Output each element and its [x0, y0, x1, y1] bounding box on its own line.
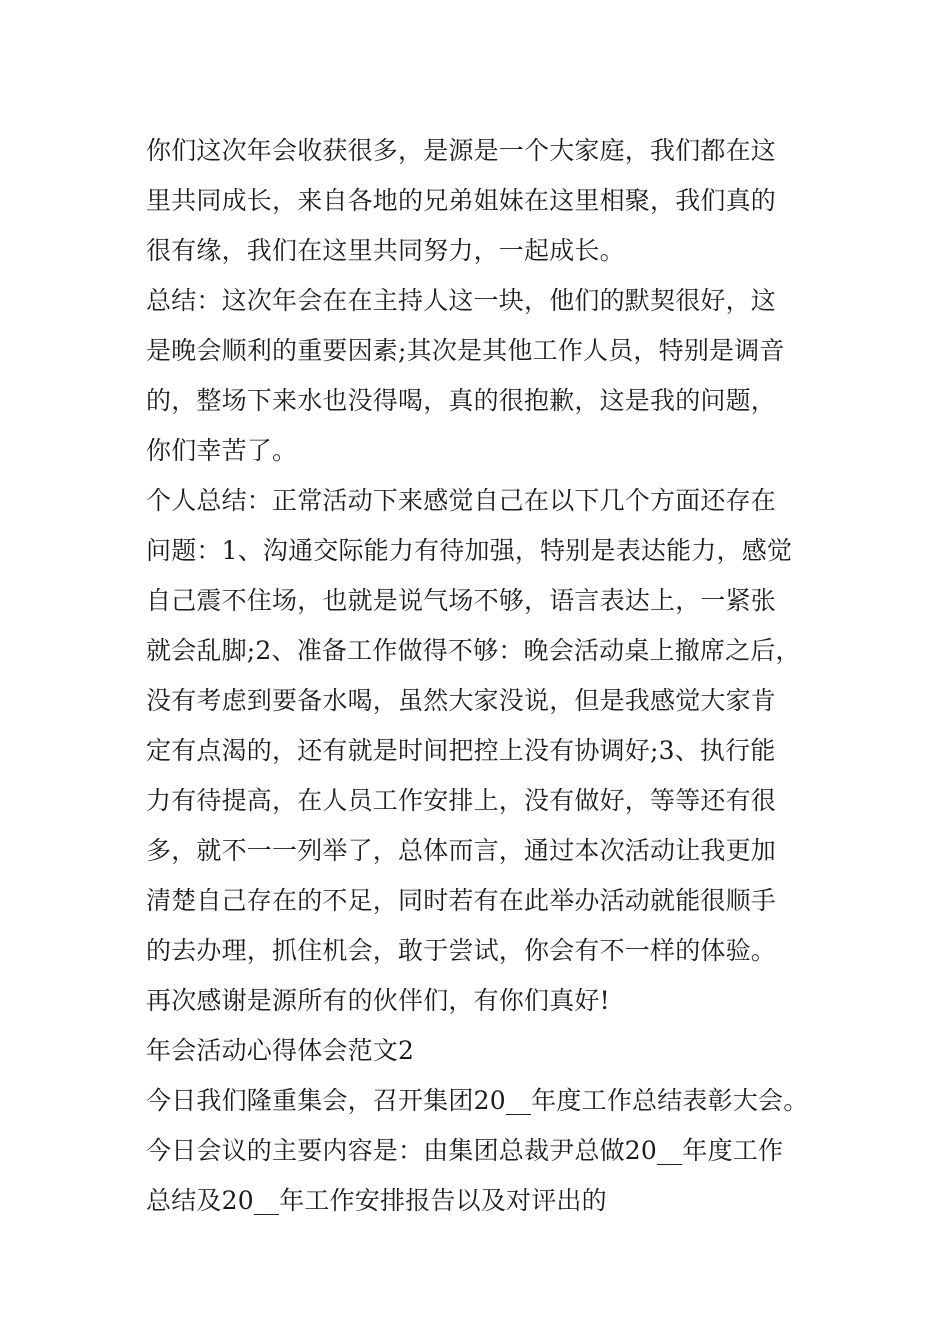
text-line: 再次感谢是源所有的伙伴们，有你们真好!: [146, 986, 610, 1015]
text-line: 总结及20__年工作安排报告以及对评出的: [146, 1186, 607, 1215]
text-line: 你们这次年会收获很多，是源是一个大家庭，我们都在这: [146, 136, 777, 165]
text-line: 今日我们隆重集会，召开集团20__年度工作总结表彰大会。: [146, 1086, 809, 1115]
text-line: 力有待提高，在人员工作安排上，没有做好，等等还有很: [146, 786, 777, 815]
text-line: 没有考虑到要备水喝，虽然大家没说，但是我感觉大家肯: [146, 686, 777, 715]
text-line: 多，就不一一列举了，总体而言，通过本次活动让我更加: [146, 836, 777, 865]
text-line: 很有缘，我们在这里共同努力，一起成长。: [146, 236, 625, 265]
text-line: 清楚自己存在的不足，同时若有在此举办活动就能很顺手: [146, 886, 777, 915]
text-line: 里共同成长，来自各地的兄弟姐妹在这里相聚，我们真的: [146, 186, 777, 215]
text-line: 的去办理，抓住机会，敢于尝试，你会有不一样的体验。: [146, 936, 777, 965]
text-line: 总结：这次年会在在主持人这一块，他们的默契很好，这: [146, 286, 777, 315]
text-line: 就会乱脚;2、准备工作做得不够：晚会活动桌上撤席之后，: [146, 636, 801, 665]
section-heading: 年会活动心得体会范文2: [146, 1036, 415, 1065]
text-line: 你们幸苦了。: [146, 436, 298, 465]
text-line: 问题：1、沟通交际能力有待加强，特别是表达能力，感觉: [146, 536, 793, 565]
text-line: 个人总结：正常活动下来感觉自己在以下几个方面还存在: [146, 486, 777, 515]
text-line: 自己震不住场，也就是说气场不够，语言表达上，一紧张: [146, 586, 777, 615]
document-page: [146, 126, 846, 1226]
text-line: 的，整场下来水也没得喝，真的很抱歉，这是我的问题，: [146, 386, 777, 415]
text-line: 今日会议的主要内容是：由集团总裁尹总做20__年度工作: [146, 1136, 784, 1165]
text-line: 是晚会顺利的重要因素;其次是其他工作人员，特别是调音: [146, 336, 785, 365]
text-line: 定有点渴的，还有就是时间把控上没有协调好;3、执行能: [146, 736, 776, 765]
